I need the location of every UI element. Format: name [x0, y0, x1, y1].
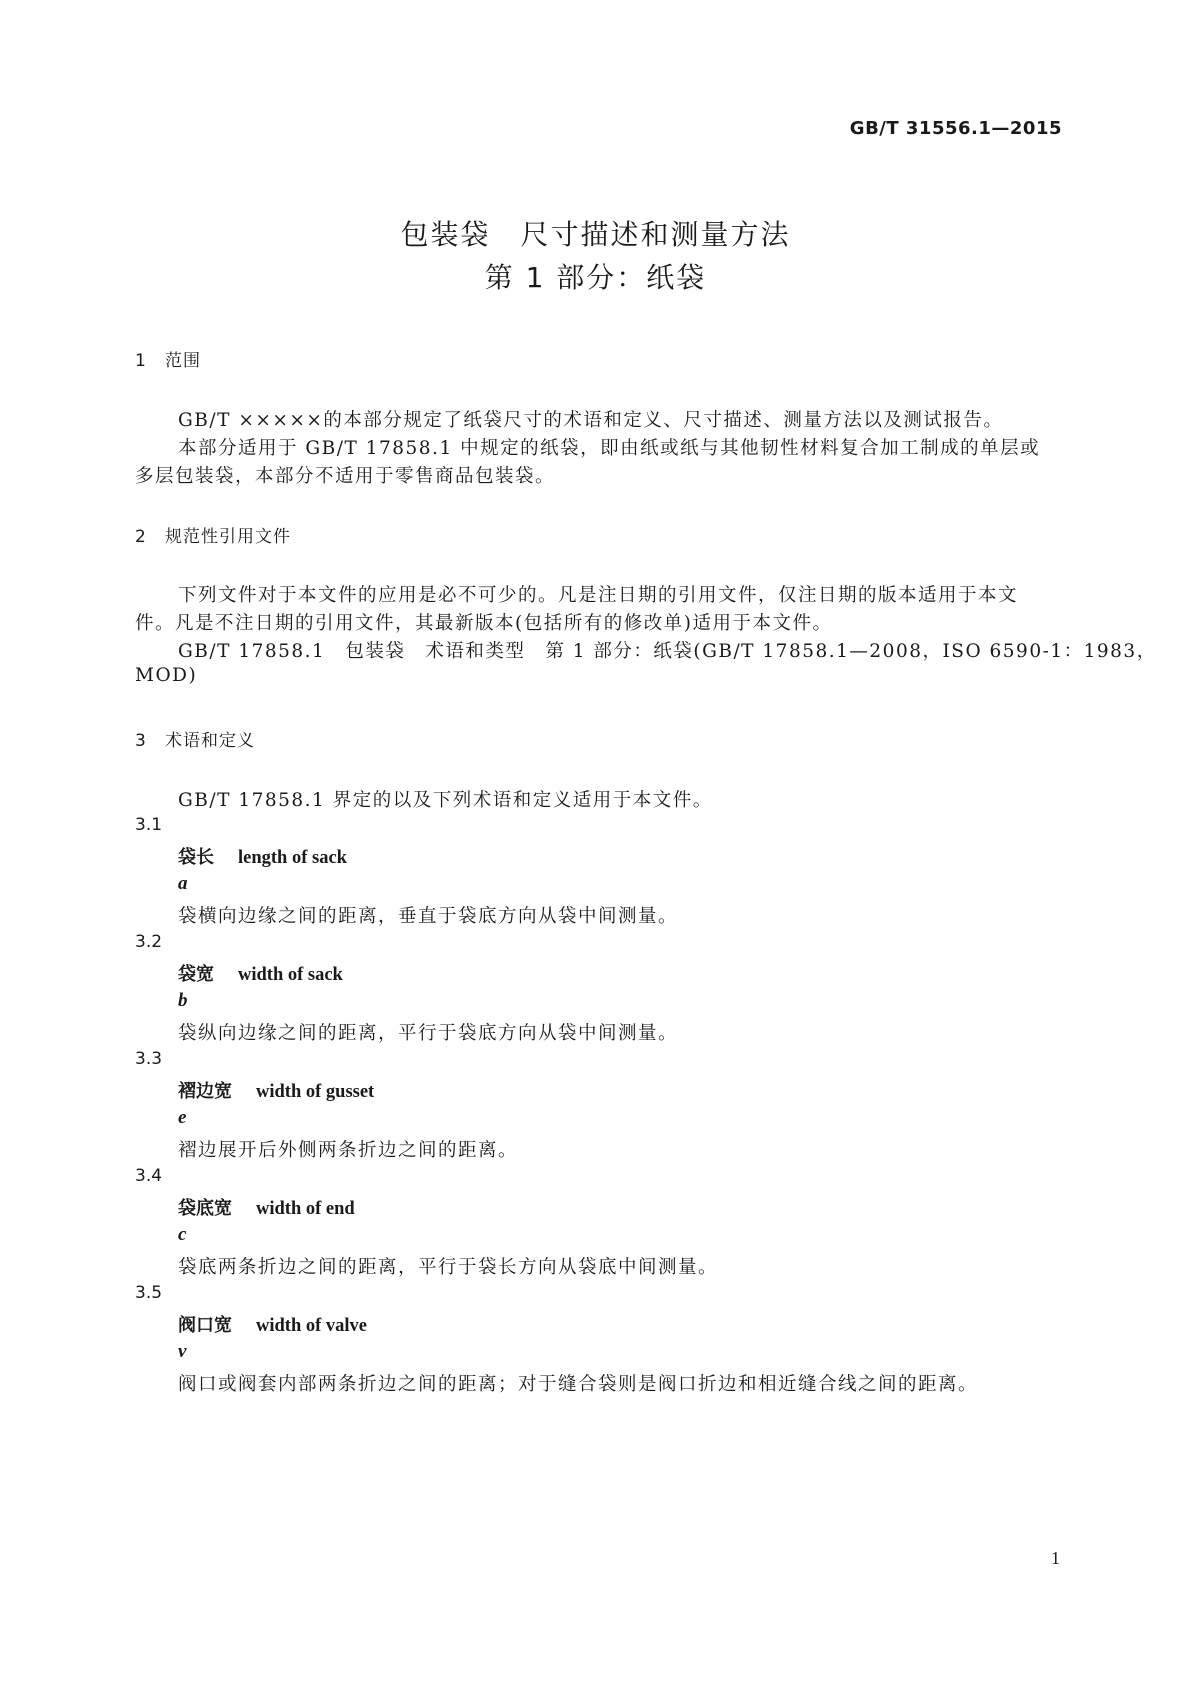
paragraph: GB/T 17858.1 界定的以及下列术语和定义适用于本文件。	[178, 790, 713, 811]
standard-number: GB/T 31556.1—2015	[849, 118, 1062, 139]
section-heading-scope	[135, 346, 201, 371]
term-symbol: b	[178, 990, 188, 1011]
page-number: 1	[1051, 1548, 1060, 1568]
section-title: 术语和定义	[165, 731, 255, 751]
paragraph: 本部分适用于 GB/T 17858.1 中规定的纸袋，即由纸或纸与其他韧性材料复合加工制成的单层或	[178, 438, 1041, 459]
term-en: width of gusset	[256, 1082, 375, 1102]
term-zh: 袋长	[178, 847, 214, 868]
section-number: 1	[135, 351, 147, 371]
term-entry	[178, 1194, 355, 1220]
document-title: 包装袋 尺寸描述和测量方法	[400, 218, 791, 251]
term-zh: 阀口宽	[178, 1315, 232, 1336]
term-en: width of end	[256, 1199, 355, 1219]
term-symbol: c	[178, 1224, 187, 1245]
term-en: length of sack	[238, 848, 347, 868]
term-entry	[178, 1311, 367, 1337]
section-title: 范围	[165, 351, 201, 371]
reference-entry: GB/T 17858.1 包装袋 术语和类型 第 1 部分：纸袋(GB/T 17858.1—2008，ISO 6590-1：1983，	[178, 641, 1157, 662]
term-definition: 褶边展开后外侧两条折边之间的距离。	[178, 1140, 519, 1161]
reference-entry: MOD)	[135, 665, 198, 686]
paragraph: GB/T ×××××的本部分规定了纸袋尺寸的术语和定义、尺寸描述、测量方法以及测试报告。	[178, 410, 1004, 431]
section-number: 2	[135, 527, 147, 547]
clause-number: 3.2	[135, 932, 163, 952]
term-definition: 袋横向边缘之间的距离，垂直于袋底方向从袋中间测量。	[178, 906, 679, 927]
term-zh: 褶边宽	[178, 1081, 232, 1102]
paragraph: 多层包装袋，本部分不适用于零售商品包装袋。	[135, 466, 556, 487]
section-heading-normative-references	[135, 522, 291, 547]
clause-number: 3.1	[135, 815, 163, 835]
term-entry	[178, 1077, 374, 1103]
term-symbol: v	[178, 1341, 187, 1362]
term-definition: 袋纵向边缘之间的距离，平行于袋底方向从袋中间测量。	[178, 1023, 679, 1044]
term-zh: 袋宽	[178, 964, 214, 985]
term-symbol: e	[178, 1107, 187, 1128]
document-subtitle: 第 1 部分：纸袋	[484, 261, 707, 294]
clause-number: 3.3	[135, 1049, 163, 1069]
clause-number: 3.5	[135, 1283, 163, 1303]
clause-number: 3.4	[135, 1166, 163, 1186]
paragraph: 件。凡是不注日期的引用文件，其最新版本(包括所有的修改单)适用于本文件。	[135, 613, 833, 634]
section-heading-terms	[135, 726, 255, 751]
term-symbol: a	[178, 873, 188, 894]
term-entry	[178, 843, 347, 869]
term-definition: 袋底两条折边之间的距离，平行于袋长方向从袋底中间测量。	[178, 1257, 719, 1278]
term-entry	[178, 960, 343, 986]
section-title: 规范性引用文件	[165, 527, 291, 547]
term-zh: 袋底宽	[178, 1198, 232, 1219]
section-number: 3	[135, 731, 147, 751]
term-en: width of valve	[256, 1316, 367, 1336]
term-definition: 阀口或阀套内部两条折边之间的距离；对于缝合袋则是阀口折边和相近缝合线之间的距离。	[178, 1374, 979, 1395]
paragraph: 下列文件对于本文件的应用是必不可少的。凡是注日期的引用文件，仅注日期的版本适用于本文	[178, 585, 1019, 606]
term-en: width of sack	[238, 965, 343, 985]
